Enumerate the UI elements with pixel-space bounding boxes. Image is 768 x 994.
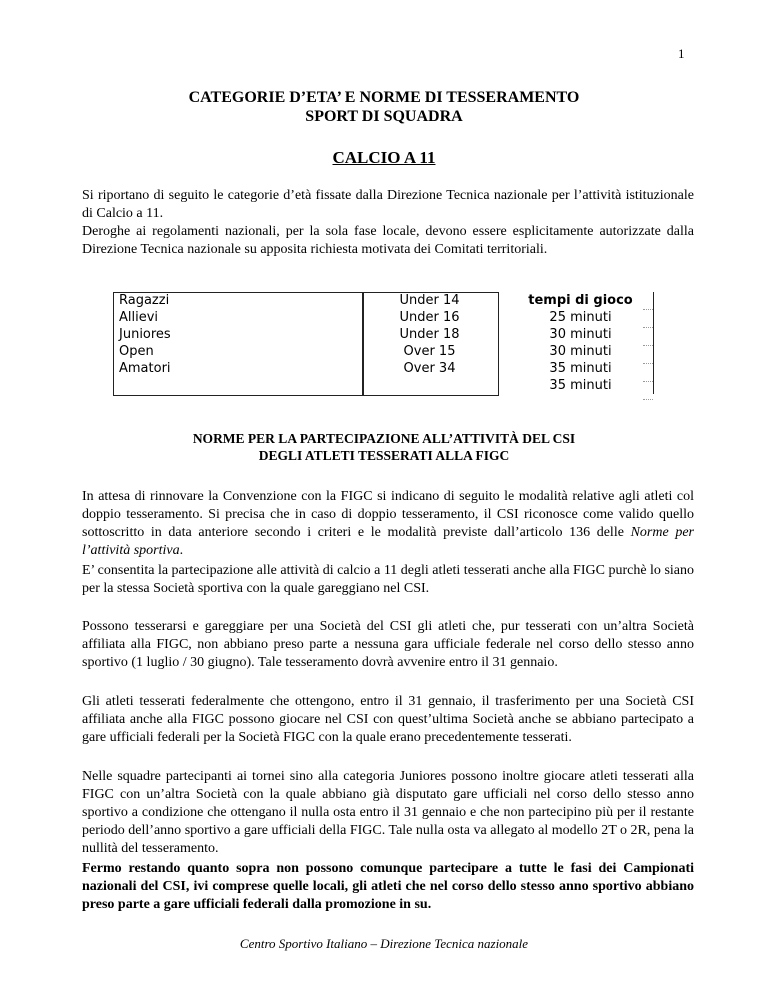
paragraph-participation: E’ consentita la partecipazione alle attività di calcio a 11 degli atleti tesserati anche alla FIGC purchè lo siano per la stessa Società sportiva con la quale gareggiano nel CSI. — [82, 563, 694, 596]
time-column-right-border — [648, 292, 654, 394]
page-number: 1 — [678, 46, 685, 61]
age-cell: Under 14 — [399, 293, 460, 308]
intro-line-2: Deroghe ai regolamenti nazionali, per la sola fase locale, devono essere esplicitamente autorizzate dalla Direzione Tecnica nazionale su apposita richiesta motivata dei Comitati territoriali. — [82, 224, 694, 257]
document-title: CATEGORIE D’ETA’ E NORME DI TESSERAMENTO — [188, 89, 580, 106]
age-cell: Under 16 — [399, 310, 460, 325]
norme-reference: Norme per l’attività sportiva — [82, 525, 694, 558]
section-title: CALCIO A 11 — [332, 148, 436, 167]
age-cell: Over 15 — [403, 344, 456, 359]
intro-line-1: Si riportano di seguito le categorie d’età fissate dalla Direzione Tecnica nazionale per l’attività istituzionale di Calcio a 11. — [82, 188, 694, 221]
paragraph-end: . — [179, 543, 184, 558]
time-header: tempi di gioco — [528, 293, 633, 308]
category-cell: Amatori — [119, 361, 171, 376]
paragraph-convention — [82, 488, 694, 560]
intro-paragraph — [82, 187, 694, 259]
time-cell: 35 minuti — [549, 361, 612, 376]
time-cell: 35 minuti — [549, 378, 612, 393]
age-cell: Over 34 — [403, 361, 456, 376]
category-column — [119, 292, 171, 377]
paragraph-juniores: Nelle squadre partecipanti ai tornei sino alla categoria Juniores possono inoltre giocare atleti tesserati alla FIGC con un’altra Società con la quale abbiano già disputato gare ufficiali nel corso dello stesso anno sportivo a condizione che ottengano il nulla osta entro il 31 gennaio e che non partecipino più per il restante periodo dell’anno sportivo a gare ufficiali della FIGC. Tale nulla osta va allegato al modello 2T o 2R, pena la nullità del tesseramento. — [82, 769, 694, 856]
category-cell: Juniores — [119, 327, 171, 342]
age-column — [362, 292, 497, 377]
category-cell: Allievi — [119, 310, 159, 325]
age-cell: Under 18 — [399, 327, 460, 342]
time-cell: 30 minuti — [549, 327, 612, 342]
rules-heading: NORME PER LA PARTECIPAZIONE ALL’ATTIVITÀ DEL CSI — [192, 431, 576, 446]
paragraph-transfer: Gli atleti tesserati federalmente che ottengono, entro il 31 gennaio, il trasferimento per una Società CSI affiliata anche alla FIGC possono giocare nel CSI con quest’ultima Società anche se abbiano partecipato a gare ufficiali federali per la Società FIGC con la quale erano precedentemente tesserati. — [82, 694, 694, 745]
paragraph-text: In attesa di rinnovare la Convenzione con la FIGC si indicano di seguito le modalità relative agli atleti col doppio tesseramento. Si precisa che in caso di doppio tesseramento, il CSI riconosce come valido quello sottoscritto in data anteriore secondo i criteri e le modalità previste dall’articolo 136 delle — [82, 489, 694, 540]
time-cell: 30 minuti — [549, 344, 612, 359]
time-column — [513, 292, 648, 394]
category-cell: Open — [119, 344, 154, 359]
page-footer: Centro Sportivo Italiano – Direzione Tecnica nazionale — [239, 936, 529, 951]
paragraph-registration: Possono tesserarsi e gareggiare per una Società del CSI gli atleti che, pur tesserati con un’altra Società affiliata alla FIGC, non abbiano preso parte a nessuna gara ufficiale federale nel corso dello stesso anno sportivo (1 luglio / 30 giugno). Tale tesseramento dovrà avvenire entro il 31 gennaio. — [82, 619, 694, 670]
age-category-table — [113, 292, 655, 396]
document-subtitle: SPORT DI SQUADRA — [305, 108, 463, 125]
paragraph-restriction: Fermo restando quanto sopra non possono comunque partecipare a tutte le fasi dei Campionati nazionali del CSI, ivi comprese quelle locali, gli atleti che nel corso dello stesso anno sportivo abbiano preso parte a gare ufficiali federali dalla promozione in su. — [82, 861, 694, 912]
rules-subheading: DEGLI ATLETI TESSERATI ALLA FIGC — [258, 448, 510, 463]
category-cell: Ragazzi — [119, 293, 170, 308]
time-cell: 25 minuti — [549, 310, 612, 325]
